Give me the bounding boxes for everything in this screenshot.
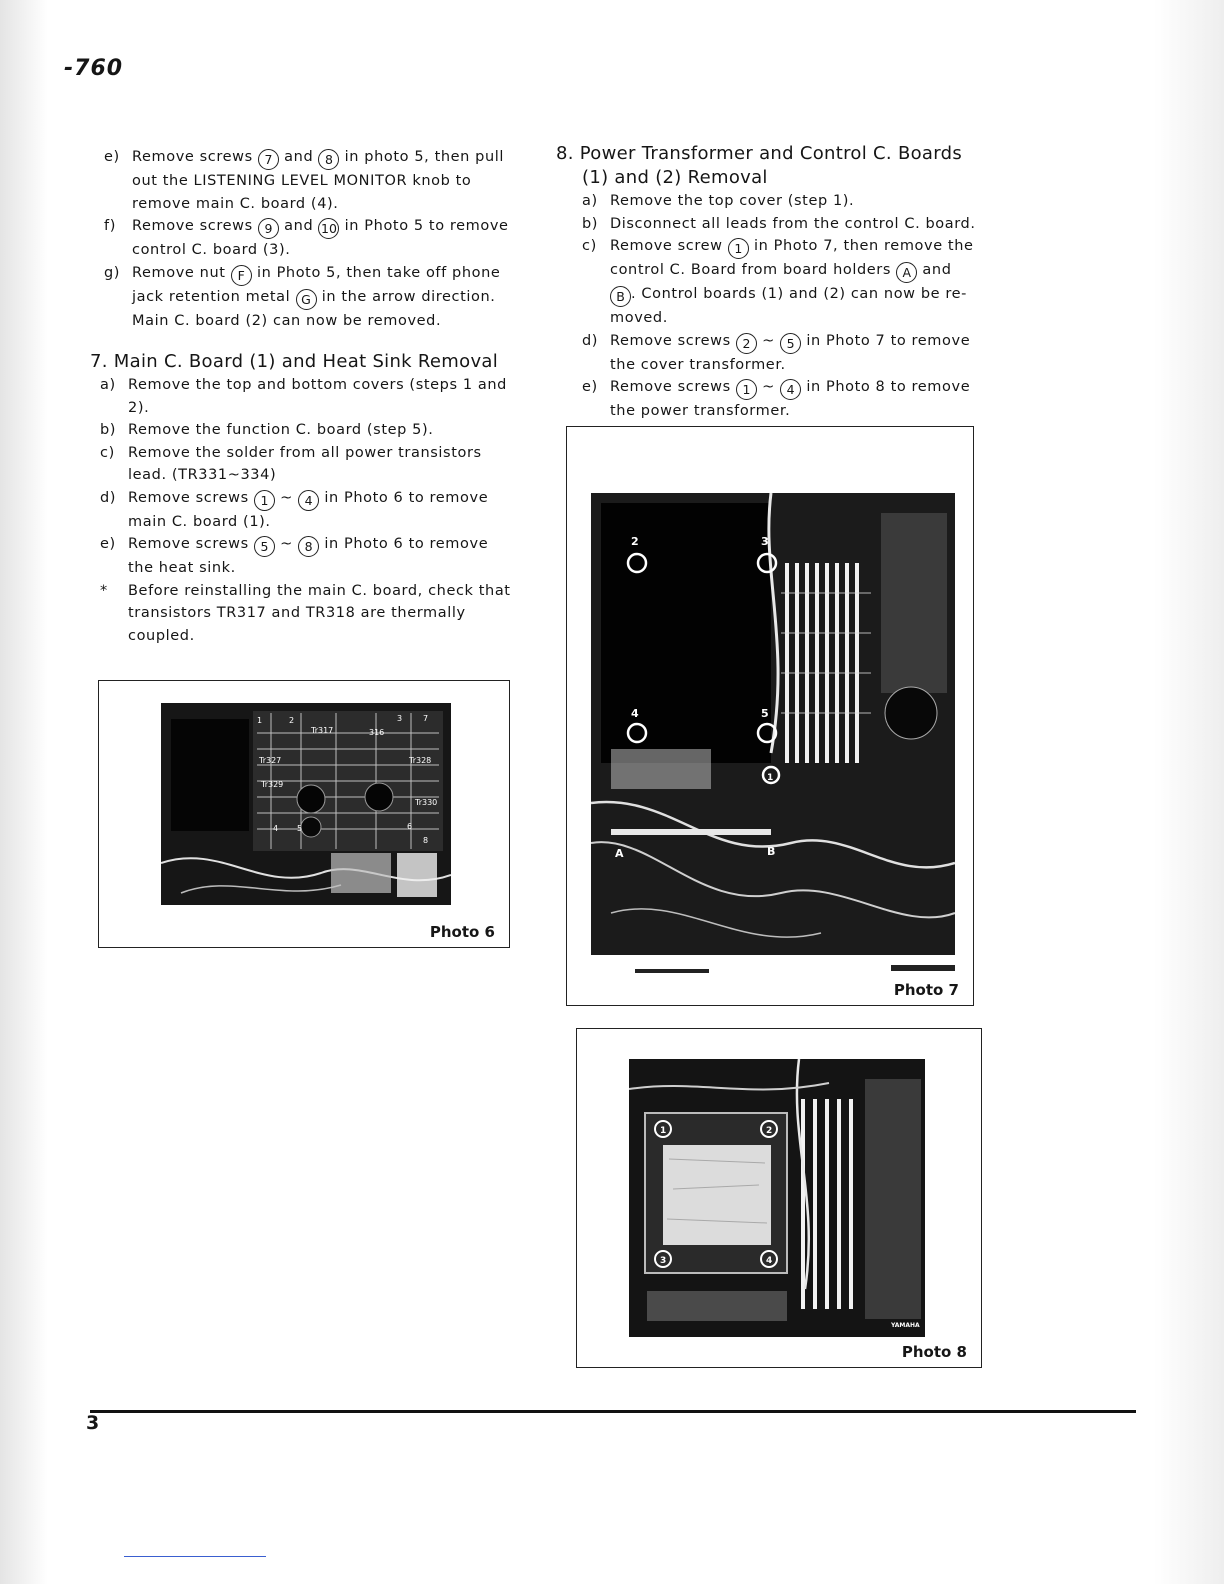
photo-6-label-316: 316 <box>369 728 385 737</box>
list-item-text <box>132 218 509 258</box>
circled-reference-mark: G <box>296 289 317 310</box>
list-item <box>100 487 514 534</box>
list-item-text <box>128 536 488 576</box>
text-run: Disconnect all leads from the control C. board. <box>610 215 976 232</box>
photo-8-transformer <box>629 1059 925 1337</box>
list-item-label: e) <box>104 149 120 165</box>
list-item-label: b) <box>100 422 117 438</box>
photo-6-screw-2: 2 <box>289 716 295 725</box>
list-item-label: * <box>100 582 108 599</box>
circled-reference-mark: 4 <box>298 490 319 511</box>
text-run: ~ <box>756 379 781 395</box>
text-run: . Control boards (1) and (2) can now be re-moved. <box>610 286 967 326</box>
text-run: Before reinstalling the main C. board, check that transistors TR317 and TR318 are thermally coupled. <box>128 582 511 644</box>
list-item-text <box>610 193 854 209</box>
list-item-text <box>128 445 482 484</box>
list-item-label: g) <box>104 264 121 281</box>
list-item <box>582 213 976 236</box>
photo-7-image <box>591 493 955 955</box>
list-item-label: f) <box>104 218 116 234</box>
text-run: Remove the solder from all power transistors lead. (TR331~334) <box>128 444 482 483</box>
text-run: ~ <box>756 332 781 349</box>
section-7-title: 7. Main C. Board (1) and Heat Sink Removal <box>90 351 499 372</box>
step6-continued-list <box>104 146 514 332</box>
list-item <box>100 419 514 442</box>
text-run: in Photo 5, then take off phone jack retention metal <box>132 264 501 305</box>
photo-7-holder-b: B <box>767 845 776 858</box>
photo-6-label-tr330: Tr330 <box>415 798 438 807</box>
photo-6-screw-1: 1 <box>257 716 263 725</box>
list-item-label: e) <box>100 536 116 552</box>
photo-8-image <box>629 1059 925 1337</box>
photo-6-amplifier-internals <box>161 703 451 905</box>
circled-reference-mark: 1 <box>254 490 275 511</box>
photo-7-scan-mark-right <box>891 965 955 971</box>
text-run: Remove screws <box>128 536 254 552</box>
right-column <box>556 142 976 423</box>
circled-reference-mark: 9 <box>258 218 279 239</box>
list-item <box>582 235 976 330</box>
text-run: ~ <box>274 489 299 506</box>
text-run: in Photo 6 to remove main C. board (1). <box>128 489 489 530</box>
photo-6-label-tr327: Tr327 <box>259 756 282 765</box>
footer-rule <box>90 1410 1136 1413</box>
text-run: in Photo 8 to remove the power transformer. <box>610 379 971 419</box>
list-item <box>100 374 514 419</box>
list-item-text <box>128 422 433 438</box>
photo-6-screw-3: 3 <box>397 714 403 723</box>
section-8-title-line2: (1) and (2) Removal <box>582 167 768 188</box>
scan-edge-line <box>124 1556 266 1557</box>
page-number: 3 <box>86 1412 100 1434</box>
photo-7-caption: Photo 7 <box>893 981 959 999</box>
text-run: Remove nut <box>132 264 231 281</box>
photo-8-screw-3: 3 <box>660 1256 667 1266</box>
circled-reference-mark: 5 <box>780 333 801 354</box>
list-item-text <box>128 377 507 416</box>
list-item <box>100 533 514 580</box>
list-item-text <box>610 379 970 419</box>
circled-reference-mark: A <box>896 262 917 283</box>
photo-6-label-tr317: Tr317 <box>311 726 334 735</box>
circled-reference-mark: 7 <box>258 149 279 170</box>
list-item-text <box>128 490 488 530</box>
circled-reference-mark: B <box>610 286 631 307</box>
photo-8-screw-1: 1 <box>660 1126 667 1136</box>
list-item <box>582 330 976 377</box>
text-run: Remove the function C. board (step 5). <box>128 422 434 438</box>
section-8-list <box>556 190 976 423</box>
list-item-label: a) <box>582 193 598 209</box>
list-item-text <box>132 265 500 329</box>
circled-reference-mark: 8 <box>298 536 319 557</box>
photo-6-frame <box>98 680 510 948</box>
text-run: and <box>917 262 952 278</box>
list-item <box>100 442 514 487</box>
list-item-text <box>610 238 974 326</box>
photo-8-brand-label: YAMAHA <box>891 1322 920 1329</box>
text-run: in Photo 6 to remove the heat sink. <box>128 536 489 576</box>
photo-8-screw-2: 2 <box>766 1126 773 1136</box>
text-run: Remove the top and bottom covers (steps 1 and 2). <box>128 377 507 416</box>
section-8-title-line1: 8. Power Transformer and Control C. Boards <box>556 143 963 164</box>
list-item-text <box>610 216 976 232</box>
text-run: ~ <box>274 536 299 552</box>
text-run: Remove screw <box>610 238 728 254</box>
text-run: Remove screws <box>610 332 736 349</box>
list-item <box>582 376 976 423</box>
photo-8-frame <box>576 1028 982 1368</box>
list-item-label: c) <box>582 238 597 254</box>
list-item <box>104 146 514 215</box>
text-run: Remove screws <box>132 149 258 165</box>
list-item-label: d) <box>582 332 599 349</box>
photo-7-frame <box>566 426 974 1006</box>
list-item-label: c) <box>100 444 115 461</box>
list-item <box>100 580 514 648</box>
list-item <box>104 262 514 333</box>
circled-reference-mark: 10 <box>318 218 339 239</box>
list-item-label: d) <box>100 489 117 506</box>
list-item-label: a) <box>100 377 116 393</box>
list-item-label: b) <box>582 215 599 232</box>
photo-6-screw-7: 7 <box>423 714 429 723</box>
photo-8-screw-4: 4 <box>766 1256 773 1266</box>
circled-reference-mark: 2 <box>736 333 757 354</box>
text-run: Remove the top cover (step 1). <box>610 193 855 209</box>
section-8-title <box>556 142 976 190</box>
photo-6-caption: Photo 6 <box>429 923 495 941</box>
text-run: in Photo 5 to remove control C. board (3). <box>132 218 509 258</box>
photo-7-screw-2: 2 <box>631 535 639 548</box>
list-item <box>582 190 976 213</box>
photo-8-caption: Photo 8 <box>901 1343 967 1361</box>
photo-6-label-tr329: Tr329 <box>261 780 284 789</box>
photo-7-holder-a: A <box>615 847 624 860</box>
circled-reference-mark: F <box>231 265 252 286</box>
photo-7-amplifier-internals <box>591 493 955 955</box>
photo-7-screw-3: 3 <box>761 535 769 548</box>
circled-reference-mark: 8 <box>318 149 339 170</box>
photo-6-screw-4: 4 <box>273 824 279 833</box>
list-item-label: e) <box>582 379 598 395</box>
left-column <box>90 146 514 647</box>
photo-6-label-tr328: Tr328 <box>409 756 432 765</box>
circled-reference-mark: 1 <box>736 379 757 400</box>
list-item-text <box>128 583 511 644</box>
text-run: Remove screws <box>128 489 254 506</box>
list-item-text <box>132 149 504 212</box>
circled-reference-mark: 4 <box>780 379 801 400</box>
photo-7-screw-1: 1 <box>767 773 774 783</box>
photo-7-scan-mark-left <box>635 969 709 973</box>
scan-shadow-right <box>1154 0 1224 1584</box>
list-item <box>104 215 514 262</box>
text-run: and <box>278 218 319 234</box>
circled-reference-mark: 5 <box>254 536 275 557</box>
photo-7-screw-4: 4 <box>631 707 639 720</box>
list-item-text <box>610 333 970 373</box>
model-number: -760 <box>64 56 124 81</box>
text-run: and <box>278 149 319 165</box>
text-run: in Photo 7 to remove the cover transformer. <box>610 332 971 373</box>
photo-7-screw-5: 5 <box>761 707 769 720</box>
text-run: in photo 5, then pull out the LISTENING LEVEL MONITOR knob to remove main C. board (4). <box>132 149 505 212</box>
section-7-list <box>100 374 514 647</box>
circled-reference-mark: 1 <box>728 238 749 259</box>
text-run: in Photo 7, then remove the control C. Board from board holders <box>610 238 974 278</box>
text-run: in the arrow direction. Main C. board (2) can now be removed. <box>132 288 496 329</box>
photo-6-screw-8: 8 <box>423 836 429 845</box>
photo-6-screw-5: 5 <box>297 824 303 833</box>
photo-6-image <box>161 703 451 905</box>
text-run: Remove screws <box>132 218 258 234</box>
scan-shadow-left <box>0 0 48 1584</box>
text-run: Remove screws <box>610 379 736 395</box>
photo-6-screw-6: 6 <box>407 822 413 831</box>
